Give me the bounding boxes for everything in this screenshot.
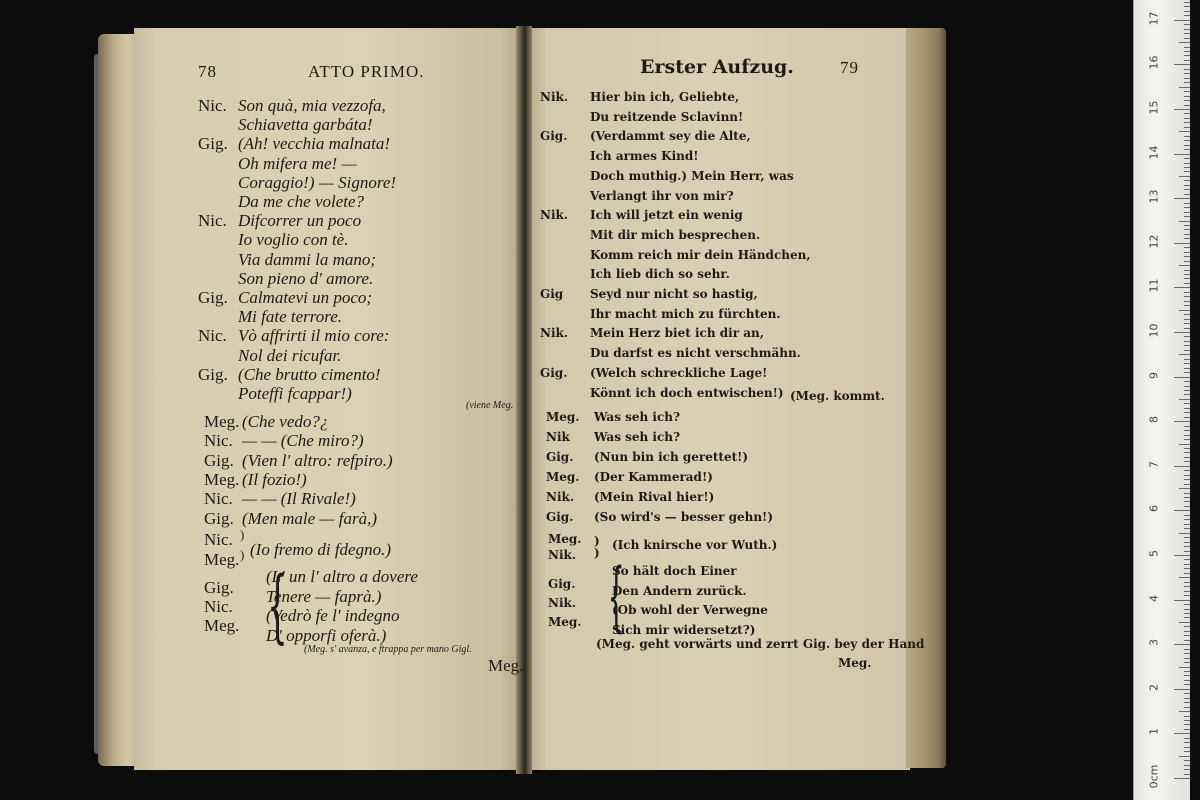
ruler-tick: [1184, 136, 1190, 137]
verse-line: D' opporfi oferà.): [266, 625, 387, 645]
ruler-tick: [1184, 185, 1190, 186]
ruler-tick: [1184, 461, 1190, 462]
ruler-tick: [1184, 738, 1190, 739]
ruler-tick: [1184, 24, 1190, 25]
ruler-tick: [1184, 270, 1190, 271]
ruler-tick: [1184, 283, 1190, 284]
ruler-tick: [1184, 386, 1190, 387]
speaker-label: Meg.: [546, 470, 580, 484]
ruler-tick: [1184, 635, 1190, 636]
ruler-tick: [1184, 684, 1190, 685]
ruler-tick: [1184, 524, 1190, 525]
ruler-tick: [1174, 600, 1190, 601]
right-duet-brace: ): [594, 534, 600, 548]
ruler-tick: [1184, 113, 1190, 114]
verse-line: Calmatevi un poco;: [238, 288, 373, 307]
ruler-tick: [1184, 345, 1190, 346]
speaker-label: Nic.: [198, 211, 227, 231]
ruler-number: 0cm: [1147, 764, 1161, 789]
ruler-tick: [1184, 493, 1190, 494]
ruler-tick: [1184, 33, 1190, 34]
ruler-number: 7: [1147, 460, 1161, 468]
speaker-label: Gig.: [546, 510, 574, 524]
speaker-label: Gig.: [548, 577, 576, 591]
ruler-tick: [1179, 488, 1190, 489]
speaker-label: Gig.: [198, 364, 228, 384]
measurement-ruler: [1133, 0, 1190, 800]
ruler-tick: [1184, 69, 1190, 70]
ruler-tick: [1174, 510, 1190, 511]
verse-line: Doch muthig.) Mein Herr, was: [590, 168, 794, 183]
ruler-tick: [1184, 38, 1190, 39]
speaker-label: Meg.: [204, 412, 240, 431]
ruler-tick: [1184, 145, 1190, 146]
ruler-tick: [1184, 314, 1190, 315]
ruler-tick: [1184, 194, 1190, 195]
ruler-tick: [1184, 653, 1190, 654]
verse-line: Ihr macht mich zu fürchten.: [590, 306, 781, 321]
ruler-number: 17: [1147, 11, 1161, 26]
ruler-tick: [1184, 96, 1190, 97]
speaker-label: Meg.: [548, 615, 582, 629]
ruler-tick: [1184, 747, 1190, 748]
ruler-tick: [1184, 720, 1190, 721]
ruler-tick: [1179, 533, 1190, 534]
ruler-tick: [1184, 649, 1190, 650]
book-fore-edge-right: [906, 28, 946, 768]
ruler-tick: [1184, 252, 1190, 253]
ruler-tick: [1184, 82, 1190, 83]
ruler-tick: [1184, 105, 1190, 106]
ruler-tick: [1184, 203, 1190, 204]
ruler-tick: [1184, 122, 1190, 123]
speaker-label: Nik.: [540, 326, 569, 341]
ruler-tick: [1184, 729, 1190, 730]
verse-line: So hält doch Einer: [612, 564, 737, 578]
speaker-label: Meg.: [204, 469, 240, 489]
ruler-tick: [1184, 675, 1190, 676]
ruler-tick: [1179, 399, 1190, 400]
ruler-tick: [1174, 733, 1190, 734]
verse-line: (Vedrò fe l' indegno: [266, 606, 400, 625]
speaker-label: Gig.: [546, 450, 574, 464]
ruler-tick: [1174, 243, 1190, 244]
ruler-tick: [1184, 212, 1190, 213]
left-catchword: Meg.: [488, 656, 524, 675]
ruler-tick: [1179, 354, 1190, 355]
verse-line: (Che brutto cimento!: [238, 364, 381, 384]
ruler-tick: [1184, 274, 1190, 275]
verse-line: Seyd nur nicht so hastig,: [590, 287, 758, 301]
verse-line: Poteffi fcappar!): [238, 384, 352, 403]
ruler-tick: [1174, 332, 1190, 333]
ruler-tick: [1184, 417, 1190, 418]
verse-line: (Che vedo?¿: [242, 412, 329, 431]
ruler-tick: [1184, 171, 1190, 172]
verse-line: Difcorrer un poco: [238, 211, 362, 231]
ruler-tick: [1184, 336, 1190, 337]
left-page-number: 78: [198, 62, 217, 81]
speaker-label: Nic.: [204, 489, 233, 509]
left-page-header: ATTO PRIMO.: [308, 62, 425, 81]
ruler-tick: [1184, 341, 1190, 342]
verse-line: Ich lieb dich so sehr.: [590, 267, 730, 282]
ruler-tick: [1184, 501, 1190, 502]
speaker-label: Gig.: [540, 365, 568, 380]
left-duet-text: (Io fremo di fdegno.): [250, 540, 392, 559]
speaker-label: Nic.: [204, 431, 233, 451]
right-trio-brace: {: [607, 551, 625, 640]
verse-line: (Men male — farà,): [242, 508, 378, 528]
ruler-tick: [1184, 319, 1190, 320]
ruler-tick: [1184, 51, 1190, 52]
verse-line: Den Andern zurück.: [612, 583, 747, 598]
verse-line: (Vien l' altro: refpiro.): [242, 450, 393, 470]
verse-line: Via dammi la mano;: [238, 249, 377, 269]
ruler-tick: [1184, 515, 1190, 516]
ruler-tick: [1184, 519, 1190, 520]
ruler-number: 16: [1147, 55, 1161, 70]
ruler-tick: [1184, 234, 1190, 235]
ruler-tick: [1184, 591, 1190, 592]
verse-line: (Der Kammerad!): [594, 470, 713, 484]
ruler-tick: [1184, 6, 1190, 7]
speaker-label: Nik.: [546, 490, 575, 504]
ruler-tick: [1174, 287, 1190, 288]
verse-line: Mein Herz biet ich dir an,: [590, 326, 764, 341]
ruler-tick: [1184, 609, 1190, 610]
ruler-tick: [1174, 466, 1190, 467]
ruler-tick: [1174, 198, 1190, 199]
ruler-number: 1: [1147, 728, 1161, 736]
ruler-tick: [1184, 470, 1190, 471]
ruler-tick: [1184, 149, 1190, 150]
ruler-tick: [1184, 582, 1190, 583]
ruler-tick: [1184, 47, 1190, 48]
speaker-label: Nik.: [540, 208, 569, 223]
ruler-tick: [1184, 564, 1190, 565]
ruler-tick: [1184, 216, 1190, 217]
ruler-tick: [1174, 421, 1190, 422]
ruler-tick: [1184, 305, 1190, 306]
ruler-tick: [1184, 426, 1190, 427]
ruler-tick: [1184, 78, 1190, 79]
ruler-tick: [1184, 15, 1190, 16]
speaker-label: Nik: [546, 430, 570, 444]
ruler-tick: [1184, 368, 1190, 369]
ruler-tick: [1184, 11, 1190, 12]
ruler-tick: [1184, 225, 1190, 226]
ruler-tick: [1184, 707, 1190, 708]
speaker-label: Gig.: [198, 288, 228, 307]
ruler-tick: [1184, 180, 1190, 181]
ruler-tick: [1184, 760, 1190, 761]
ruler-tick: [1174, 555, 1190, 556]
speaker-label: Nic.: [204, 597, 233, 616]
ruler-tick: [1184, 439, 1190, 440]
ruler-tick: [1184, 452, 1190, 453]
speaker-label: Gig.: [204, 578, 234, 597]
ruler-tick: [1184, 91, 1190, 92]
verse-line: Was seh ich?: [594, 410, 681, 424]
ruler-tick: [1184, 542, 1190, 543]
verse-line: (Mein Rival hier!): [594, 490, 715, 504]
verse-line: Sich mir widersetzt?): [612, 622, 756, 637]
verse-line: (So wird's — besser gehn!): [594, 510, 774, 524]
ruler-tick: [1184, 742, 1190, 743]
ruler-tick: [1184, 163, 1190, 164]
ruler-tick: [1179, 131, 1190, 132]
ruler-tick: [1184, 559, 1190, 560]
verse-line: Son quà, mia vezzofa,: [238, 96, 386, 115]
ruler-tick: [1174, 644, 1190, 645]
ruler-tick: [1179, 221, 1190, 222]
ruler-tick: [1184, 662, 1190, 663]
ruler-tick: [1184, 292, 1190, 293]
ruler-tick: [1184, 359, 1190, 360]
ruler-tick: [1184, 448, 1190, 449]
verse-line: Schiavetta garbáta!: [238, 115, 373, 135]
ruler-tick: [1184, 167, 1190, 168]
ruler-tick: [1184, 751, 1190, 752]
ruler-tick: [1184, 229, 1190, 230]
speaker-label: Nik.: [548, 596, 577, 610]
ruler-tick: [1184, 765, 1190, 766]
speaker-label: Nic.: [198, 326, 227, 346]
ruler-tick: [1184, 457, 1190, 458]
ruler-tick: [1184, 323, 1190, 324]
speaker-label: Nic.: [198, 96, 227, 115]
ruler-tick: [1179, 176, 1190, 177]
ruler-tick: [1184, 658, 1190, 659]
verse-line: Da me che volete?: [238, 192, 365, 211]
ruler-tick: [1184, 631, 1190, 632]
ruler-tick: [1184, 350, 1190, 351]
ruler-tick: [1184, 381, 1190, 382]
ruler-tick: [1184, 408, 1190, 409]
ruler-tick: [1184, 158, 1190, 159]
ruler-number: 2: [1147, 683, 1161, 691]
verse-line: Mit dir mich besprechen.: [590, 227, 761, 242]
verse-line: Hier bin ich, Geliebte,: [590, 90, 740, 104]
verse-line: Son pieno d' amore.: [238, 268, 374, 288]
verse-line: (Il fozio!): [242, 469, 307, 489]
ruler-tick: [1179, 444, 1190, 445]
ruler-tick: [1184, 537, 1190, 538]
ruler-tick: [1184, 29, 1190, 30]
left-duet-speaker-1: Nic.: [204, 530, 233, 549]
ruler-number: 3: [1147, 639, 1161, 647]
verse-line: Mi fate terrore.: [238, 307, 343, 327]
verse-line: Ich armes Kind!: [590, 149, 699, 164]
ruler-tick: [1184, 671, 1190, 672]
verse-line: (Welch schreckliche Lage!: [590, 365, 768, 380]
ruler-tick: [1184, 247, 1190, 248]
ruler-tick: [1184, 626, 1190, 627]
verse-line: (Ah! vecchia malnata!: [238, 134, 390, 154]
right-catchword: Meg.: [838, 656, 872, 670]
ruler-tick: [1184, 189, 1190, 190]
ruler-tick: [1174, 689, 1190, 690]
ruler-tick: [1174, 778, 1190, 779]
ruler-tick: [1184, 595, 1190, 596]
ruler-tick: [1184, 617, 1190, 618]
verse-line: (Verdammt sey die Alte,: [590, 129, 751, 144]
right-stage-direction-2: (Meg. geht vorwärts und zerrt Gig. bey der Hand: [596, 637, 925, 651]
ruler-tick: [1184, 296, 1190, 297]
ruler-tick: [1184, 568, 1190, 569]
ruler-number: 10: [1147, 323, 1161, 338]
ruler-tick: [1179, 667, 1190, 668]
right-page-header: Erster Aufzug.: [640, 56, 794, 78]
left-stage-direction-1: (viene Meg.: [466, 400, 514, 411]
left-duet-brace-2: ): [240, 547, 245, 562]
ruler-number: 14: [1147, 145, 1161, 160]
speaker-label: Gig.: [540, 129, 568, 144]
left-duet-brace: ): [240, 527, 245, 542]
ruler-tick: [1184, 55, 1190, 56]
ruler-tick: [1184, 73, 1190, 74]
speaker-label: Gig.: [198, 134, 228, 154]
ruler-tick: [1184, 2, 1190, 3]
ruler-tick: [1184, 640, 1190, 641]
ruler-tick: [1184, 238, 1190, 239]
ruler-tick: [1184, 774, 1190, 775]
ruler-number: 4: [1147, 594, 1161, 602]
ruler-tick: [1179, 711, 1190, 712]
verse-line: — — (Che miro?): [242, 431, 364, 451]
speaker-label: Gig: [540, 287, 564, 301]
ruler-tick: [1184, 390, 1190, 391]
verse-line: (Nun bin ich gerettet!): [594, 450, 749, 464]
left-trio-brace: {: [267, 559, 288, 652]
ruler-number: 6: [1147, 505, 1161, 513]
left-stage-direction-2: (Meg. s' avanza, e ftrappa per mano Gigl.: [304, 644, 472, 655]
ruler-tick: [1184, 546, 1190, 547]
ruler-tick: [1174, 377, 1190, 378]
ruler-tick: [1179, 622, 1190, 623]
verse-line: Du reitzende Sclavinn!: [590, 109, 744, 124]
verse-line: Coraggio!) — Signore!: [238, 172, 397, 192]
ruler-tick: [1174, 109, 1190, 110]
ruler-tick: [1179, 756, 1190, 757]
left-duet-speaker-2: Meg.: [204, 550, 240, 569]
right-duet-text: (Ich knirsche vor Wuth.): [612, 538, 778, 552]
ruler-tick: [1174, 20, 1190, 21]
ruler-tick: [1179, 310, 1190, 311]
right-stage-direction-1: (Meg. kommt.: [790, 389, 885, 403]
ruler-tick: [1179, 87, 1190, 88]
ruler-tick: [1184, 484, 1190, 485]
ruler-tick: [1184, 586, 1190, 587]
ruler-tick: [1179, 42, 1190, 43]
speaker-label: Gig.: [204, 508, 234, 528]
ruler-tick: [1184, 207, 1190, 208]
right-duet-speaker-1: Meg.: [548, 532, 582, 546]
ruler-tick: [1184, 716, 1190, 717]
ruler-number: 15: [1147, 100, 1161, 115]
ruler-tick: [1184, 363, 1190, 364]
ruler-number: 12: [1147, 234, 1161, 249]
ruler-tick: [1184, 573, 1190, 574]
ruler-tick: [1184, 724, 1190, 725]
verse-line: Verlangt ihr von mir?: [590, 188, 734, 203]
ruler-tick: [1174, 64, 1190, 65]
ruler-tick: [1184, 435, 1190, 436]
ruler-tick: [1184, 702, 1190, 703]
ruler-tick: [1184, 60, 1190, 61]
ruler-number: 13: [1147, 189, 1161, 204]
verse-line: Ich will jetzt ein wenig: [590, 208, 743, 223]
ruler-tick: [1184, 769, 1190, 770]
verse-line: — — (Il Rivale!): [242, 489, 356, 509]
ruler-tick: [1174, 154, 1190, 155]
verse-line: Komm reich mir dein Händchen,: [590, 247, 811, 262]
ruler-number: 5: [1147, 550, 1161, 557]
right-page-number: 79: [840, 58, 859, 77]
ruler-tick: [1184, 551, 1190, 552]
speaker-label: Meg.: [546, 410, 580, 424]
verse-line: Oh mifera me! —: [238, 153, 357, 173]
ruler-tick: [1179, 577, 1190, 578]
ruler-tick: [1184, 100, 1190, 101]
verse-line: Tenere — faprà.): [266, 586, 382, 606]
ruler-tick: [1184, 328, 1190, 329]
ruler-tick: [1184, 394, 1190, 395]
ruler-tick: [1184, 403, 1190, 404]
right-duet-brace-2: ): [594, 546, 600, 560]
verse-line: (Ob wohl der Verwegne: [612, 603, 768, 617]
ruler-tick: [1184, 693, 1190, 694]
speaker-label: Nik.: [540, 90, 569, 104]
ruler-tick: [1184, 301, 1190, 302]
ruler-tick: [1184, 528, 1190, 529]
speaker-label: Gig.: [204, 450, 234, 470]
verse-line: (L' un l' altro a dovere: [266, 567, 418, 586]
ruler-number: 9: [1147, 371, 1161, 379]
ruler-tick: [1184, 261, 1190, 262]
ruler-number: 8: [1147, 416, 1161, 424]
ruler-tick: [1184, 430, 1190, 431]
verse-line: Was seh ich?: [594, 430, 681, 444]
ruler-tick: [1184, 698, 1190, 699]
ruler-tick: [1184, 140, 1190, 141]
ruler-tick: [1184, 127, 1190, 128]
ruler-tick: [1184, 372, 1190, 373]
verse-line: Könnt ich doch entwischen!): [590, 385, 784, 400]
ruler-tick: [1184, 613, 1190, 614]
right-duet-speaker-2: Nik.: [548, 548, 577, 562]
ruler-tick: [1184, 506, 1190, 507]
ruler-tick: [1179, 265, 1190, 266]
ruler-tick: [1184, 256, 1190, 257]
ruler-tick: [1184, 475, 1190, 476]
ruler-tick: [1184, 604, 1190, 605]
verse-line: Nol dei ricufar.: [238, 345, 342, 365]
ruler-tick: [1184, 278, 1190, 279]
ruler-tick: [1184, 680, 1190, 681]
ruler-tick: [1184, 479, 1190, 480]
ruler-number: 11: [1147, 278, 1161, 293]
verse-line: Io voglio con tè.: [238, 230, 349, 250]
ruler-tick: [1184, 412, 1190, 413]
speaker-label: Meg.: [204, 616, 240, 635]
verse-line: Du darfst es nicht verschmähn.: [590, 346, 801, 361]
verse-line: Vò affrirti il mio core:: [238, 326, 390, 346]
ruler-tick: [1184, 497, 1190, 498]
ruler-tick: [1184, 118, 1190, 119]
